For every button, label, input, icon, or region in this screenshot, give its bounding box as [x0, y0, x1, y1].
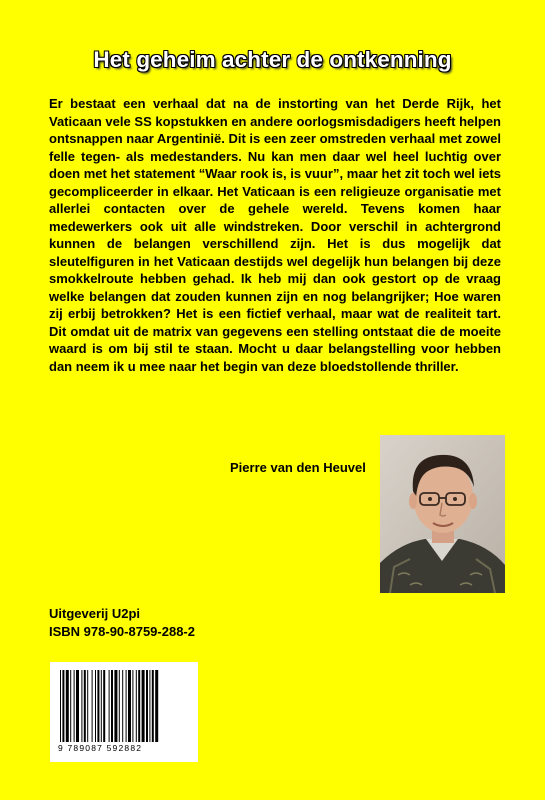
barcode-bar [136, 670, 137, 742]
isbn-number: ISBN 978-90-8759-288-2 [49, 624, 195, 639]
barcode-bar [92, 670, 93, 742]
barcode-bar [119, 670, 120, 742]
barcode-number: 9 789087 592882 [58, 743, 143, 753]
barcode-bar [70, 670, 71, 742]
barcode-bar [114, 670, 117, 742]
barcode-bar [97, 670, 99, 742]
author-photo [380, 435, 505, 593]
author-portrait-image [380, 435, 505, 593]
barcode-bar [138, 670, 140, 742]
barcode-bar [81, 670, 82, 742]
book-title: Het geheim achter de ontkenning [93, 47, 452, 72]
publisher-name: Uitgeverij U2pi [49, 606, 141, 621]
barcode-bar [132, 670, 133, 742]
barcode-bar [84, 670, 86, 742]
barcode-bar [87, 670, 88, 742]
barcode-bar [62, 670, 64, 742]
barcode-bar [126, 670, 127, 742]
barcode-bar [146, 670, 148, 742]
barcode-bars [50, 662, 198, 744]
author-name: Pierre van den Heuvel [230, 460, 366, 475]
barcode-bar [152, 670, 154, 742]
barcode-bar [103, 670, 105, 742]
barcode-bar [128, 670, 131, 742]
barcode-bar [122, 670, 123, 742]
blurb-text: Er bestaat een verhaal dat na de instorting van het Derde Rijk, het Vaticaan vele SS kopstukken en andere oorlogsmisdadigers heeft helpen ontsnappen naar Argentinië. Dit is een zeer omstreden verhaal met zowel felle tegen- als medestanders. Nu kan men daar wel heel luchtig over doen met het statement “Waar rook is, is vuur”, maar het zit toch wel iets gecompliceerder in elkaar. Het Vaticaan is een religieuze organisatie met allerlei contacten over de gehele wereld. Tevens komen haar medewerkers ook uit alle windstreken. Door verschil in achtergrond kunnen de belangen verschillend zijn. Het is dus mogelijk dat sleutelfiguren in het Vaticaan destijds wel degelijk hun belangen bij deze smokkelroute hebben gehad. Ik heb mij dan ook gestort op de vraag welke belangen dat zouden kunnen zijn en nog belangrijker; Hoe waren zij erbij betrokken? Het is een fictief verhaal, maar wat de realiteit tart. Dit omdat uit de matrix van gegevens een stelling ontstaat die de moeite waard is om bij stil te staan. Mocht u daar belangstelling voor hebben dan neem ik u mee naar het begin van deze bloedstollende thriller. [49, 96, 501, 374]
barcode-bar [109, 670, 110, 742]
barcode-bar [111, 670, 113, 742]
barcode-bar [60, 670, 61, 742]
barcode-bar [155, 670, 158, 742]
barcode-bar [149, 670, 150, 742]
barcode-bar [66, 670, 69, 742]
barcode [50, 662, 198, 762]
barcode-bar [74, 670, 75, 742]
barcode-bar [95, 670, 96, 742]
barcode-bar [142, 670, 145, 742]
barcode-bar [76, 670, 79, 742]
barcode-bar [101, 670, 102, 742]
